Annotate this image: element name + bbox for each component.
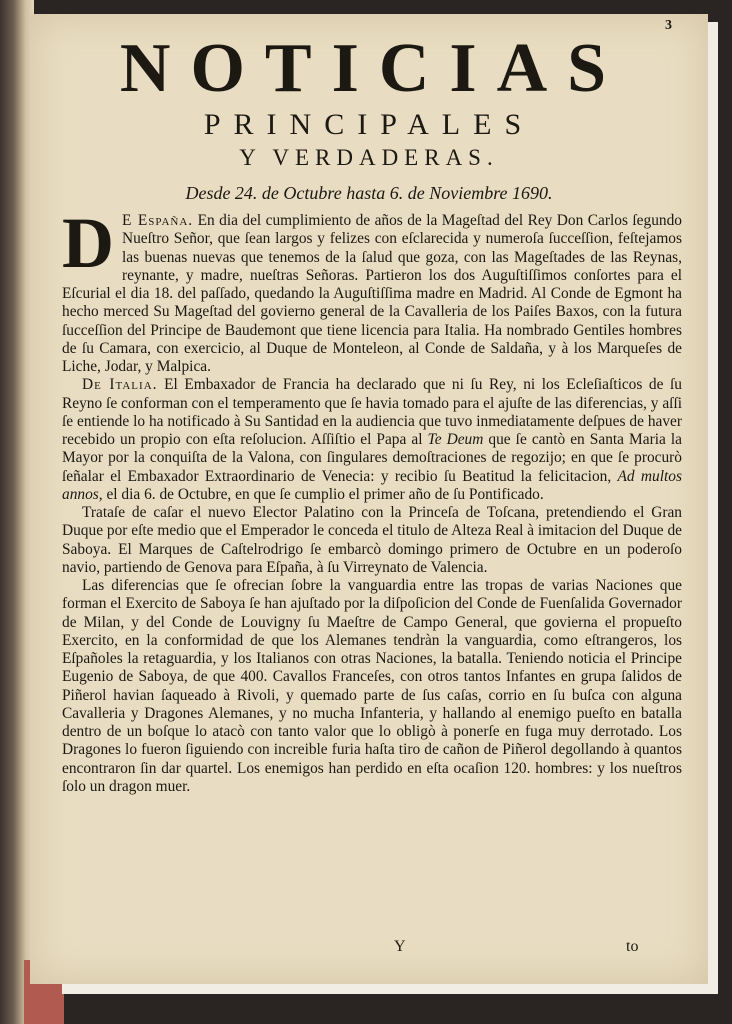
section-heading-spain: E España. (122, 212, 194, 229)
latin-phrase: Te Deum (427, 431, 484, 448)
paragraph-italy (62, 376, 682, 504)
paragraph-palatine: Trataſe de caſar el nuevo Elector Palatino con la Princeſa de Toſcana, pretendiendo el Gran Duque por eſte medio que el Emperador le conceda el titulo de Alteza Real à imitacion del Duque de Saboya. El Marques de Caſtelrodrigo ſe embarcò domingo primero de Octubre en un poderoſo navio, partiendo de Genova para Eſpaña, à ſu Virreynato de Valencia. (62, 504, 682, 576)
paragraph-text: que ſe cantò en Santa Maria la Mayor por la conquiſta de la Valona, con ſingulares demoſtraciones de regozijo; en que ſe procurò ſeñalar el Embaxador Extraordinario de Venecia: y recibio ſu Beatitud la felicitacion, (62, 431, 682, 485)
paragraph-savoy: Las diferencias que ſe ofrecian ſobre la vanguardia entre las tropas de varias Naciones que forman el Exercito de Saboya ſe han ajuſtado por la diſpoſicion del Conde de Fuenſalida Governador de Milan, y del Conde de Louvigny ſu Maeſtre de Campo General, que govierna el propueſto Exercito, en la conformidad de que los Alemanes tendràn la vanguardia, como eſtrangeros, los Eſpañoles la retaguardia, y los Italianos con otras Naciones, la batalla. Teniendo noticia el Principe Eugenio de Saboya, de que 400. Cavallos Franceſes, con otros tantos Infantes en grupa ſalidos de Piñerol havian ſaqueado à Rivoli, y quemado parte de ſus caſas, corrio en ſu buſca con alguna Cavalleria y Dragones Alemanes, y no mucha Infanteria, y hallando al enemigo pueſto en batalla dentro de un boſque lo atacò con tanto valor que lo obligò à ponerſe en fuga muy derrotado. Los Dragones lo fueron ſiguiendo con increible furia haſta tiro de cañon de Piñerol degollando à quantos encontraron ſin dar quartel. Los enemigos han perdido en eſta ocaſion 120. hombres: y los nueſtros ſolo un dragon muer. (62, 577, 682, 795)
section-heading-italy: De Italia. (82, 376, 158, 394)
gazette-page (30, 14, 708, 984)
paragraph-text: En dia del cumplimiento de años de la Mageſtad del Rey Don Carlos ſegundo Nueſtro Señor, que ſean largos y felizes con eſclarecida y numeroſa ſucceſſion, feſtejamos las buenas nuevas que tenemos de la ſalud que goza, con las Mageſtades de las Reynas, reynante, y madre, nueſtras Señoras. Partieron los dos Auguſtiſſimos conſortes para el Eſcurial el dia 18. del paſſado, quedando la Auguſtiſſima madre en Madrid. Al Conde de Egmont ha hecho merced Su Mageſtad del govierno general de la Cavalleria de los Paiſes Baxos, con la futura ſucceſſion del Principe de Baudemont que tiene licencia para Italia. Ha nombrado Gentiles hombres de ſu Camara, con exercicio, al Duque de Monteleon, al Conde de Saldaña, y à los Marqueſes de Liche, Jodar, y Malpica. (62, 212, 682, 375)
latin-phrase: Ad multos annos (62, 467, 682, 503)
masthead-subtitle-2: Y VERDADERAS. (239, 145, 499, 170)
date-line: Desde 24. de Octubre hasta 6. de Noviembre 1690. (185, 183, 553, 203)
paragraph-spain (62, 203, 682, 376)
article-body (62, 203, 682, 796)
book-binding (0, 0, 34, 1024)
drop-cap: D (62, 203, 114, 283)
page-number: 3 (665, 18, 672, 33)
paragraph-text: , el dia 6. de Octubre, en que ſe cumplio el primer año de ſu Pontificado. (98, 485, 544, 503)
masthead-subtitle: PRINCIPALES (203, 108, 535, 141)
paragraph-text: El Embaxador de Francia ha declarado que ni ſu Rey, ni los Ecleſiaſticos de ſu Reyno ſe conforman con el temperamento que ſe havia tomado para el ajuſte de las diferencias, y aſſi ſe entiende lo ha notificado à Su Santidad en la audiencia que tuvo inmediatamente deſpues de haver recebido un propio con eſta reſolucion. Aſſiſtio el Papa al (62, 376, 682, 448)
masthead-title: NOTICIAS (119, 30, 627, 107)
catchword: to (626, 938, 639, 955)
signature-mark: Y (394, 938, 406, 955)
